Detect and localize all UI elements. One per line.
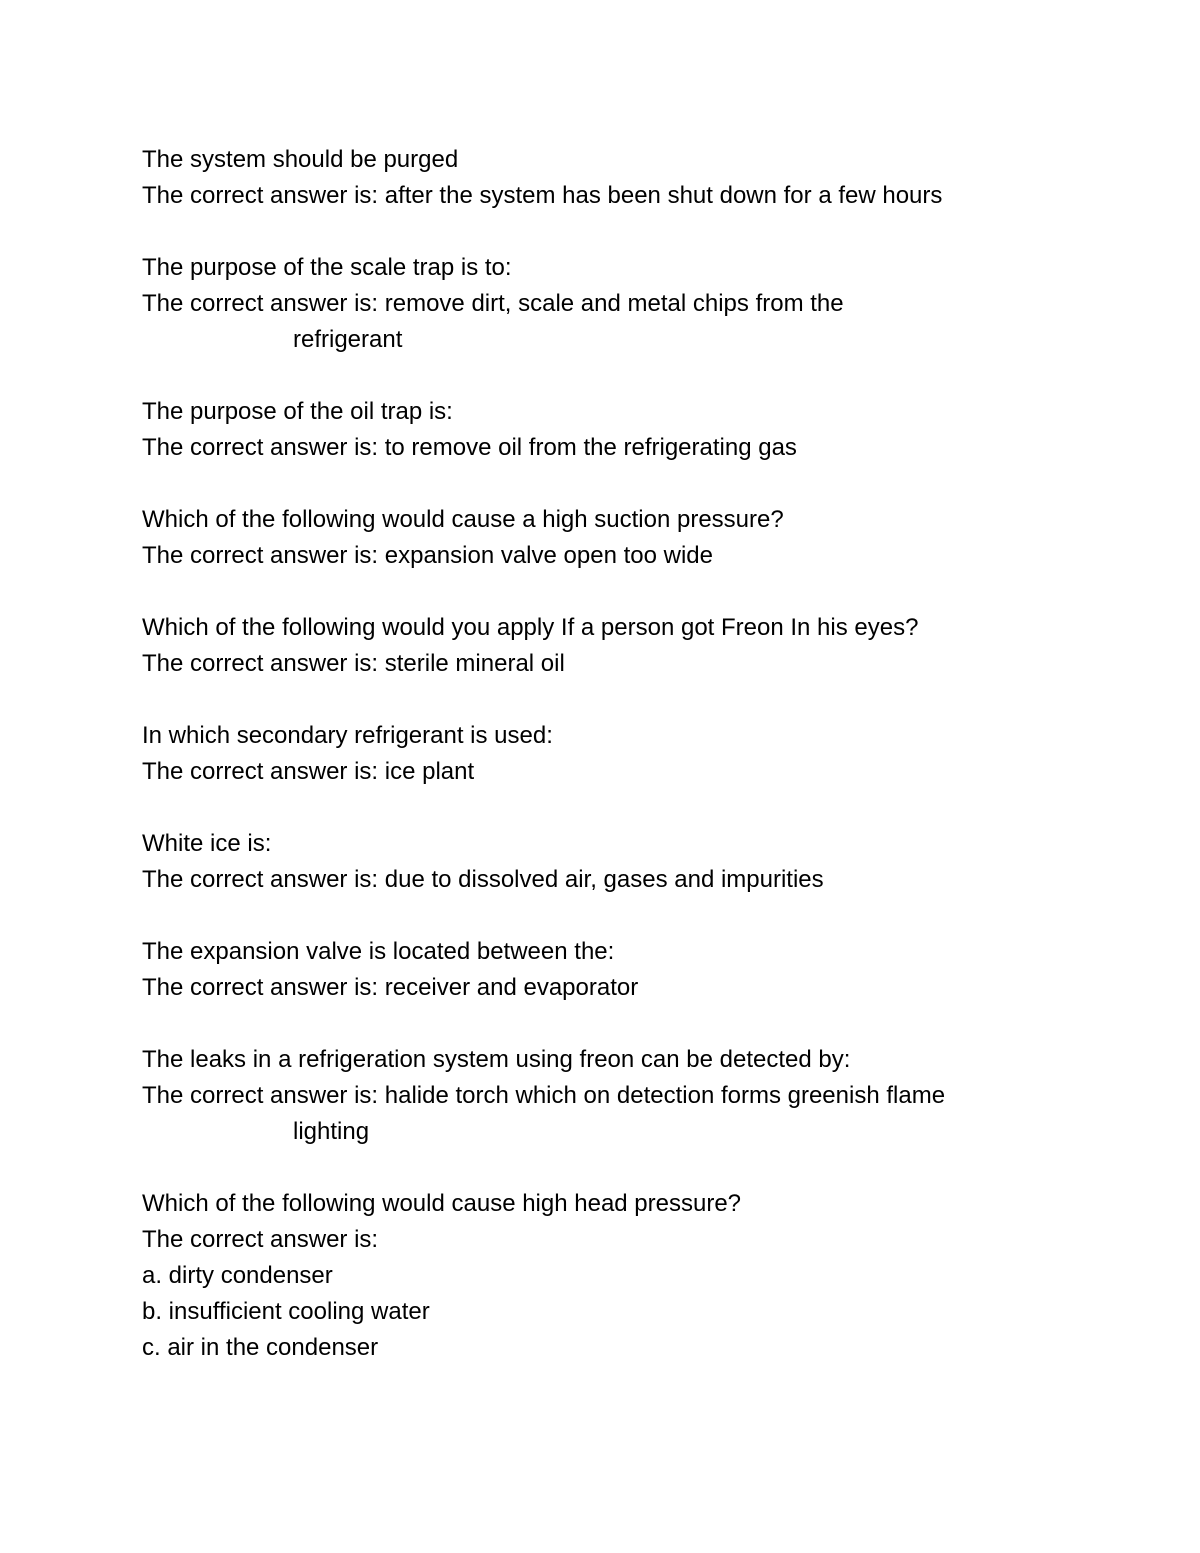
qa-item xyxy=(142,142,1057,214)
answer-continuation: lighting xyxy=(293,1118,370,1145)
answer-text: The correct answer is: receiver and evaporator xyxy=(142,974,639,1001)
answer-choice: c. air in the condenser xyxy=(142,1334,379,1361)
question-text: White ice is: xyxy=(142,830,272,857)
question-text: The leaks in a refrigeration system using freon can be detected by: xyxy=(142,1046,851,1073)
qa-item xyxy=(142,718,1057,790)
question-text: The purpose of the oil trap is: xyxy=(142,398,453,425)
answer-choice: b. insufficient cooling water xyxy=(142,1298,430,1325)
qa-item xyxy=(142,610,1057,682)
qa-item xyxy=(142,1186,1057,1366)
answer-text: The correct answer is: halide torch which on detection forms greenish flame xyxy=(142,1082,946,1109)
question-text: Which of the following would cause a high suction pressure? xyxy=(142,506,784,533)
qa-item xyxy=(142,394,1057,466)
qa-item xyxy=(142,1042,1057,1150)
question-text: Which of the following would cause high head pressure? xyxy=(142,1190,742,1217)
qa-item xyxy=(142,502,1057,574)
qa-item xyxy=(142,826,1057,898)
answer-continuation: refrigerant xyxy=(293,326,403,353)
question-text: In which secondary refrigerant is used: xyxy=(142,722,553,749)
answer-text: The correct answer is: ice plant xyxy=(142,758,475,785)
question-text: Which of the following would you apply If a person got Freon In his eyes? xyxy=(142,614,919,641)
question-text: The expansion valve is located between the: xyxy=(142,938,615,965)
answer-text: The correct answer is: due to dissolved air, gases and impurities xyxy=(142,866,824,893)
qa-list xyxy=(142,142,1057,1402)
answer-choice: a. dirty condenser xyxy=(142,1262,333,1289)
answer-text: The correct answer is: xyxy=(142,1226,379,1253)
question-text: The purpose of the scale trap is to: xyxy=(142,254,512,281)
qa-item xyxy=(142,934,1057,1006)
answer-text: The correct answer is: sterile mineral oil xyxy=(142,650,565,677)
question-text: The system should be purged xyxy=(142,146,459,173)
answer-text: The correct answer is: expansion valve open too wide xyxy=(142,542,713,569)
qa-item xyxy=(142,250,1057,358)
answer-text: The correct answer is: remove dirt, scale and metal chips from the xyxy=(142,290,844,317)
answer-text: The correct answer is: after the system has been shut down for a few hours xyxy=(142,182,943,209)
answer-text: The correct answer is: to remove oil from the refrigerating gas xyxy=(142,434,797,461)
